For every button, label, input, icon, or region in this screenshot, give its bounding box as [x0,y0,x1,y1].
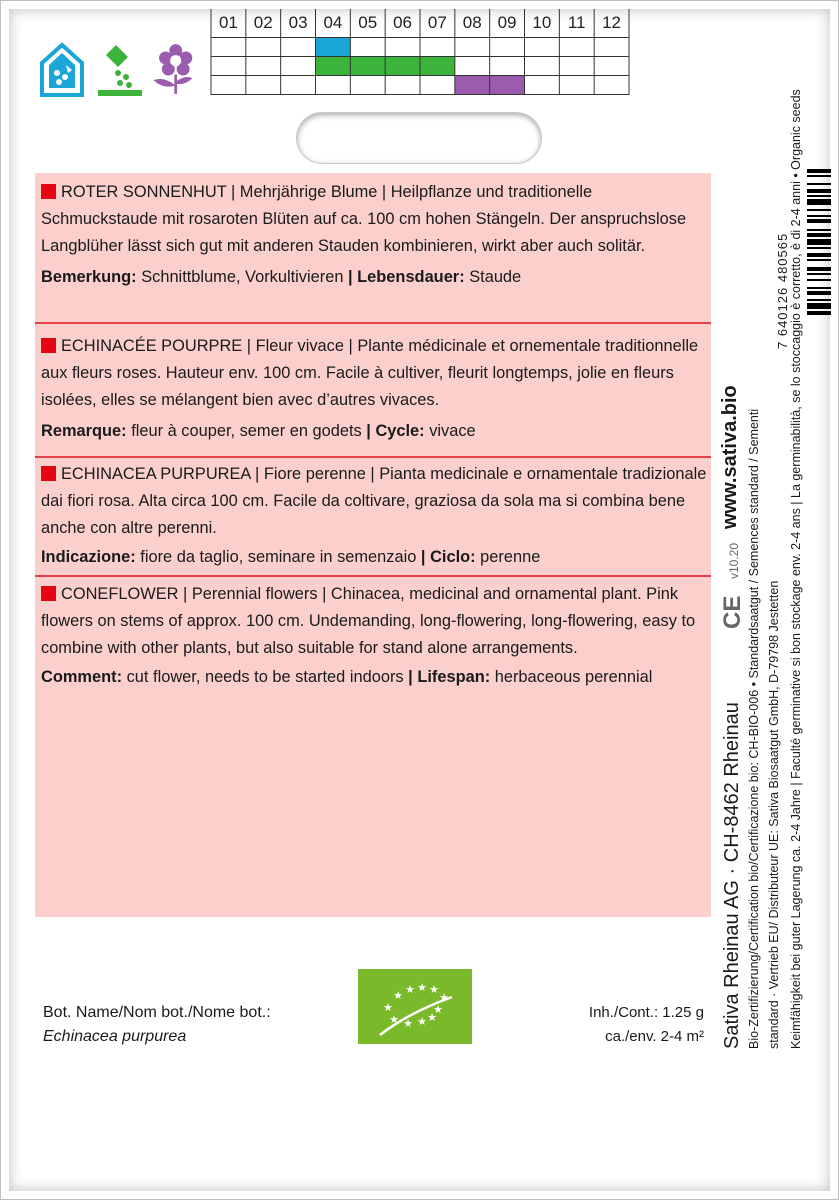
svg-text:★: ★ [403,1017,413,1030]
calendar-active-cell [455,76,490,95]
svg-text:★: ★ [389,1013,399,1026]
section-divider [35,575,711,577]
section-text: ECHINACÉE POURPRE | Fleur vivace | Plante médicinale et ornementale traditionnelle aux fleurs roses. Hauteur env. 100 cm. Facile à cultiver, fleurit longtemps, jolie en fleurs isolées, elles se mélangent bien avec d’autres vivaces. [41,337,699,409]
content-weight: Inh./Cont.: 1.25 g [588,1004,704,1021]
barcode-bar [807,239,831,245]
barcode-bar [807,229,831,231]
svg-text:★: ★ [383,1001,393,1014]
barcode-bar [807,299,831,301]
calendar-active-cell [316,38,351,57]
barcode-bar [807,273,831,275]
section-note: Comment: cut flower, needs to be started indoors | Lifespan: herbaceous perennial [41,668,653,686]
section-german [41,179,709,291]
barcode-bar [807,209,831,211]
section-note: Indicazione: fiore da taglio, seminare in semenzaio | Ciclo: perenne [41,548,541,566]
barcode-bar [807,303,831,309]
barcode-bar [807,287,831,289]
month-label: 09 [497,13,517,32]
month-label: 03 [288,13,308,32]
section-french [41,333,709,445]
germination-line: Keimfähigkeit bei guter Lagerung ca. 2-4 Jahre | Faculté germinative si bon stockage env. 2-4 ans | La germinabilità, se lo stoccaggio è corretto, è di 2-4 anni • Organic seeds [789,89,803,1049]
month-label: 02 [253,13,273,32]
hang-hole [297,113,541,163]
certification-line: Bio-Zertifizierung/Certification bio/Certificazione bio: CH-BIO-006 • Standardsaatgut / Semences standard / Sementi [747,408,761,1049]
flower-bloom-icon [148,41,196,97]
section-english [41,581,709,691]
svg-text:★: ★ [439,991,449,1004]
svg-text:★: ★ [429,983,439,996]
barcode-bar [807,195,831,197]
barcode-bar [807,267,831,271]
barcode-bar [807,189,831,193]
barcode-bar [807,259,831,261]
distributor-line: standard · Vertrieb EU/ Distributeur UE: Sativa Biosaatgut GmbH, D-79798 Jestetten [767,580,781,1049]
section-text: ROTER SONNENHUT | Mehrjährige Blume | Heilpflanze und traditionelle Schmuckstaude mit rosaroten Blüten auf ca. 100 cm hohen Stängeln. Der anspruchslose Langblüher lässt sich gut mit anderen Stauden kombinieren, wirkt aber auch solitär. [41,183,687,255]
barcode-bar [807,175,831,177]
section-italian [41,461,709,571]
section-divider [35,456,711,458]
barcode [807,169,831,369]
company-address: Sativa Rheinau AG · CH-8462 Rheinau [721,702,743,1049]
month-label: 12 [602,13,621,32]
botanical-label: Bot. Name/Nom bot./Nome bot.: [43,1004,271,1021]
barcode-bar [807,279,831,281]
greenhouse-sowing-icon [38,41,86,97]
calendar-active-cell [420,57,455,76]
version-label: v10.20 [727,542,741,579]
section-note: Bemerkung: Schnittblume, Vorkultivieren | Lebensdauer: Staude [41,268,522,286]
calendar-active-cell [316,57,351,76]
website-link[interactable]: www.sativa.bio [719,385,741,529]
barcode-bar [807,215,831,217]
red-square-icon [41,586,56,601]
red-square-icon [41,466,56,481]
month-label: 11 [567,13,586,32]
description-panel [35,173,711,917]
eu-organic-logo [358,969,472,1044]
svg-text:★: ★ [433,1003,443,1016]
calendar-grid [211,37,629,95]
ce-mark: CE [719,595,746,629]
month-label: 05 [358,13,378,32]
barcode-bar [807,169,831,173]
content-amount [564,1001,704,1049]
barcode-bar [807,219,831,223]
barcode-bar [807,233,831,237]
svg-text:★: ★ [393,989,403,1002]
month-label: 01 [218,13,238,32]
section-note: Remarque: fleur à couper, semer en godets | Cycle: vivace [41,422,476,440]
side-info-strip [717,89,835,1049]
svg-text:★: ★ [405,983,415,996]
outdoor-sowing-icon [96,41,144,97]
section-divider [35,322,711,324]
section-text: CONEFLOWER | Perennial flowers | Chinacea, medicinal and ornamental plant. Pink flowers on stems of approx. 100 cm. Undemanding, long-flowering, long-flowering, easy to combine with other plants, but also suitable for stand alone arrangements. [41,585,696,657]
botanical-name-block [43,1001,271,1049]
barcode-bar [807,253,831,257]
content-area: ca./env. 2-4 m² [605,1028,704,1045]
calendar-active-cell [385,57,420,76]
svg-text:★: ★ [417,981,427,994]
barcode-bar [807,311,831,315]
barcode-bar [807,199,831,205]
red-square-icon [41,184,56,199]
svg-text:★: ★ [427,1011,437,1024]
barcode-bar [807,291,831,295]
barcode-bar [807,247,831,249]
section-text: ECHINACEA PURPUREA | Fiore perenne | Pianta medicinale e ornamentale tradizionale dai fiori rosa. Alta circa 100 cm. Facile da coltivare, graziosa da sola ma si combina bene anche con altre perenni. [41,465,707,537]
sowing-calendar [211,9,629,95]
barcode-bar [807,183,831,185]
month-label: 04 [323,13,343,32]
month-label: 08 [462,13,482,32]
calendar-active-cell [350,57,385,76]
calendar-active-cell [490,76,525,95]
month-label: 07 [427,13,447,32]
botanical-latin-name: Echinacea purpurea [43,1028,187,1045]
red-square-icon [41,338,56,353]
month-label: 10 [532,13,552,32]
barcode-number: 7 640126 480565 [775,232,790,349]
month-label: 06 [393,13,413,32]
cultivation-icons [38,41,203,99]
svg-text:★: ★ [417,1015,427,1028]
